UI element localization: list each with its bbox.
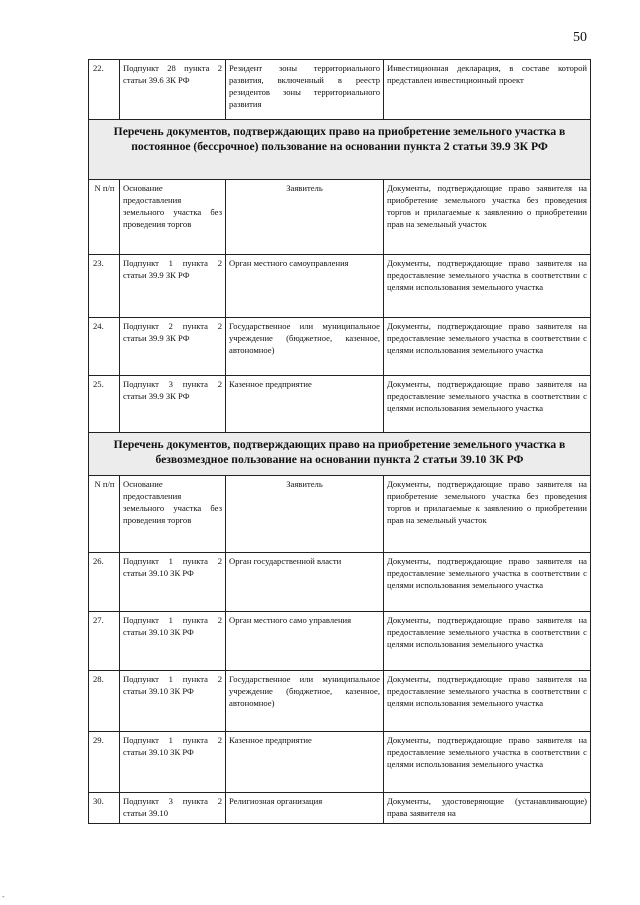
table-row xyxy=(89,671,591,732)
applicant-cell: Казенное предприятие xyxy=(226,732,384,793)
basis-cell: Основание предоставления земельного участка без проведения торгов xyxy=(120,180,226,255)
table-row xyxy=(89,732,591,793)
table-row xyxy=(89,255,591,318)
basis-cell: Подпункт 1 пункта 2 статьи 39.10 ЗК РФ xyxy=(120,553,226,612)
table-row xyxy=(89,60,591,120)
documents-cell: Документы, подтверждающие право заявителя на предоставление земельного участка в соответствии с целями использования земельного участка xyxy=(384,732,591,793)
basis-cell: Подпункт 1 пункта 2 статьи 39.10 ЗК РФ xyxy=(120,612,226,671)
row-number: 25. xyxy=(89,376,120,433)
table-header-row xyxy=(89,476,591,553)
row-number: 30. xyxy=(89,793,120,824)
documents-cell: Документы, подтверждающие право заявителя на предоставление земельного участка в соответствии с целями использования земельного участка xyxy=(384,553,591,612)
row-number: 28. xyxy=(89,671,120,732)
row-number: N п/п xyxy=(89,180,120,255)
basis-cell: Подпункт 28 пункта 2 статьи 39.6 ЗК РФ xyxy=(120,60,226,120)
basis-cell: Подпункт 1 пункта 2 статьи 39.9 ЗК РФ xyxy=(120,255,226,318)
basis-cell: Подпункт 1 пункта 2 статьи 39.10 ЗК РФ xyxy=(120,671,226,732)
row-number: 29. xyxy=(89,732,120,793)
table-row xyxy=(89,376,591,433)
applicant-cell: Орган местного само управления xyxy=(226,612,384,671)
row-number: N п/п xyxy=(89,476,120,553)
documents-cell: Документы, подтверждающие право заявителя на приобретение земельного участка без проведения торгов и прилагаемые к заявлению о приобретении прав на земельный участок xyxy=(384,476,591,553)
table-row xyxy=(89,553,591,612)
table-row xyxy=(89,318,591,376)
section-heading-row xyxy=(89,120,591,180)
applicant-cell: Орган местного самоуправления xyxy=(226,255,384,318)
documents-cell: Документы, подтверждающие право заявителя на предоставление земельного участка в соответствии с целями использования земельного участка xyxy=(384,318,591,376)
applicant-cell: Заявитель xyxy=(226,476,384,553)
applicant-cell: Орган государственной власти xyxy=(226,553,384,612)
applicant-cell: Религиозная организация xyxy=(226,793,384,824)
documents-cell: Документы, удостоверяющие (устанавливающие) права заявителя на xyxy=(384,793,591,824)
basis-cell: Подпункт 3 пункта 2 статьи 39.9 ЗК РФ xyxy=(120,376,226,433)
documents-table xyxy=(88,59,591,824)
basis-cell: Подпункт 3 пункта 2 статьи 39.10 xyxy=(120,793,226,824)
documents-cell: Документы, подтверждающие право заявителя на предоставление земельного участка в соответствии с целями использования земельного участка xyxy=(384,612,591,671)
row-number: 22. xyxy=(89,60,120,120)
basis-cell: Подпункт 2 пункта 2 статьи 39.9 ЗК РФ xyxy=(120,318,226,376)
row-number: 27. xyxy=(89,612,120,671)
basis-cell: Основание предоставления земельного участка без проведения торгов xyxy=(120,476,226,553)
applicant-cell: Казенное предприятие xyxy=(226,376,384,433)
row-number: 23. xyxy=(89,255,120,318)
row-number: 26. xyxy=(89,553,120,612)
basis-cell: Подпункт 1 пункта 2 статьи 39.10 ЗК РФ xyxy=(120,732,226,793)
documents-cell: Документы, подтверждающие право заявителя на приобретение земельного участка без проведения торгов и прилагаемые к заявлению о приобретении прав на земельный участок xyxy=(384,180,591,255)
documents-cell: Инвестиционная декларация, в составе которой представлен инвестиционный проект xyxy=(384,60,591,120)
documents-cell: Документы, подтверждающие право заявителя на предоставление земельного участка в соответствии с целями использования земельного участка xyxy=(384,255,591,318)
section-heading: Перечень документов, подтверждающих право на приобретение земельного участка в безвозмездное пользование на основании пункта 2 статьи 39.10 ЗК РФ xyxy=(89,433,591,476)
applicant-cell: Заявитель xyxy=(226,180,384,255)
applicant-cell: Резидент зоны территориального развития, включенный в реестр резидентов зоны территориального развития xyxy=(226,60,384,120)
scan-mark: - xyxy=(2,892,5,901)
documents-cell: Документы, подтверждающие право заявителя на предоставление земельного участка в соответствии с целями использования земельного участка xyxy=(384,671,591,732)
section-heading: Перечень документов, подтверждающих право на приобретение земельного участка в постоянное (бессрочное) пользование на основании пункта 2 статьи 39.9 ЗК РФ xyxy=(89,120,591,180)
documents-cell: Документы, подтверждающие право заявителя на предоставление земельного участка в соответствии с целями использования земельного участка xyxy=(384,376,591,433)
table-row xyxy=(89,612,591,671)
section-heading-row xyxy=(89,433,591,476)
applicant-cell: Государственное или муниципальное учреждение (бюджетное, казенное, автономное) xyxy=(226,671,384,732)
applicant-cell: Государственное или муниципальное учреждение (бюджетное, казенное, автономное) xyxy=(226,318,384,376)
row-number: 24. xyxy=(89,318,120,376)
page-number: 50 xyxy=(573,30,587,45)
table-header-row xyxy=(89,180,591,255)
table-row xyxy=(89,793,591,824)
